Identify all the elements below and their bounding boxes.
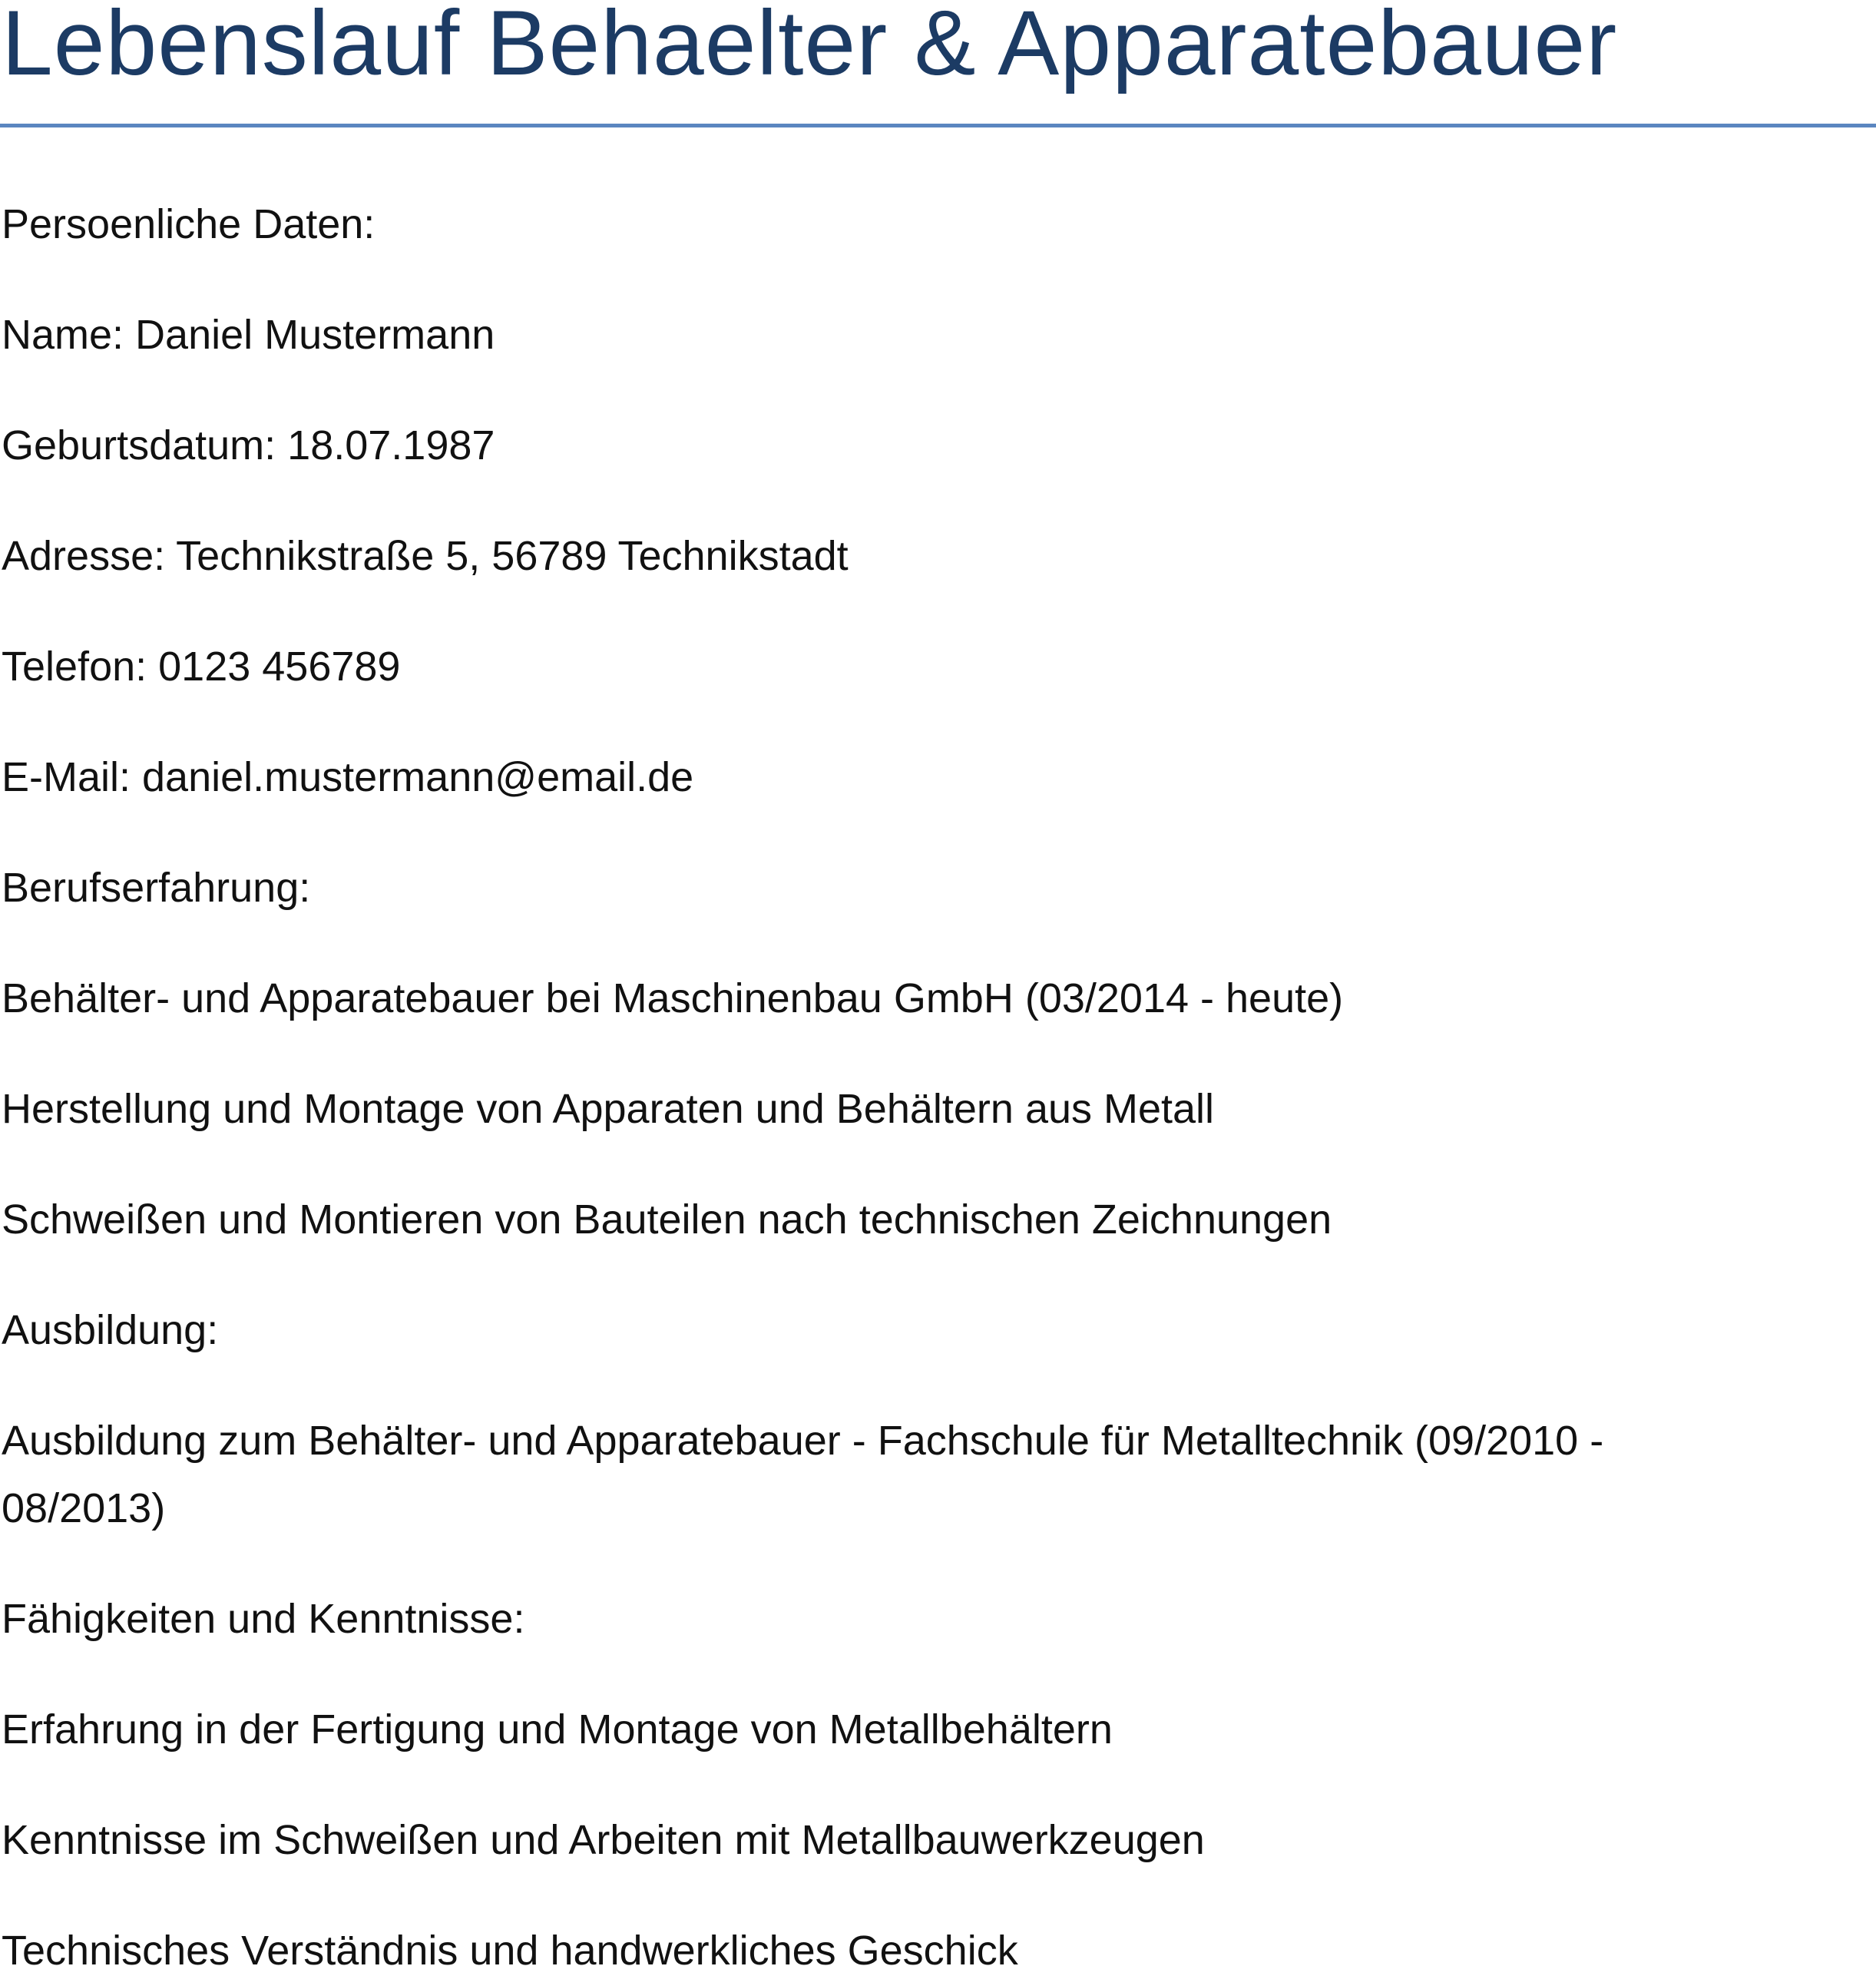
- personal-name: Name: Daniel Mustermann: [2, 312, 495, 358]
- skills-item: Technisches Verständnis und handwerkliches Geschick: [2, 1928, 1018, 1966]
- education-entry-line: Ausbildung zum Behälter- und Apparatebauer - Fachschule für Metalltechnik (09/2010 -: [2, 1418, 1604, 1464]
- personal-birthdate: Geburtsdatum: 18.07.1987: [2, 422, 495, 468]
- experience-task: Herstellung und Montage von Apparaten und Behältern aus Metall: [2, 1086, 1215, 1132]
- personal-heading: Persoenliche Daten:: [2, 201, 376, 247]
- personal-phone: Telefon: 0123 456789: [2, 644, 401, 690]
- document-title: Lebenslauf Behaelter & Apparatebauer: [2, 0, 1618, 94]
- personal-email: E-Mail: daniel.mustermann@email.de: [2, 754, 694, 800]
- skills-item: Kenntnisse im Schweißen und Arbeiten mit Metallbauwerkzeugen: [2, 1817, 1205, 1863]
- experience-task: Schweißen und Montieren von Bauteilen nach technischen Zeichnungen: [2, 1196, 1332, 1243]
- education-heading: Ausbildung:: [2, 1307, 219, 1353]
- experience-heading: Berufserfahrung:: [2, 865, 311, 911]
- skills-heading: Fähigkeiten und Kenntnisse:: [2, 1596, 525, 1642]
- title-underline: [0, 124, 1876, 127]
- education-entry-line: 08/2013): [2, 1485, 166, 1531]
- personal-address: Adresse: Technikstraße 5, 56789 Technikstadt: [2, 533, 849, 579]
- experience-position: Behälter- und Apparatebauer bei Maschinenbau GmbH (03/2014 - heute): [2, 975, 1344, 1021]
- skills-item: Erfahrung in der Fertigung und Montage von Metallbehältern: [2, 1706, 1113, 1753]
